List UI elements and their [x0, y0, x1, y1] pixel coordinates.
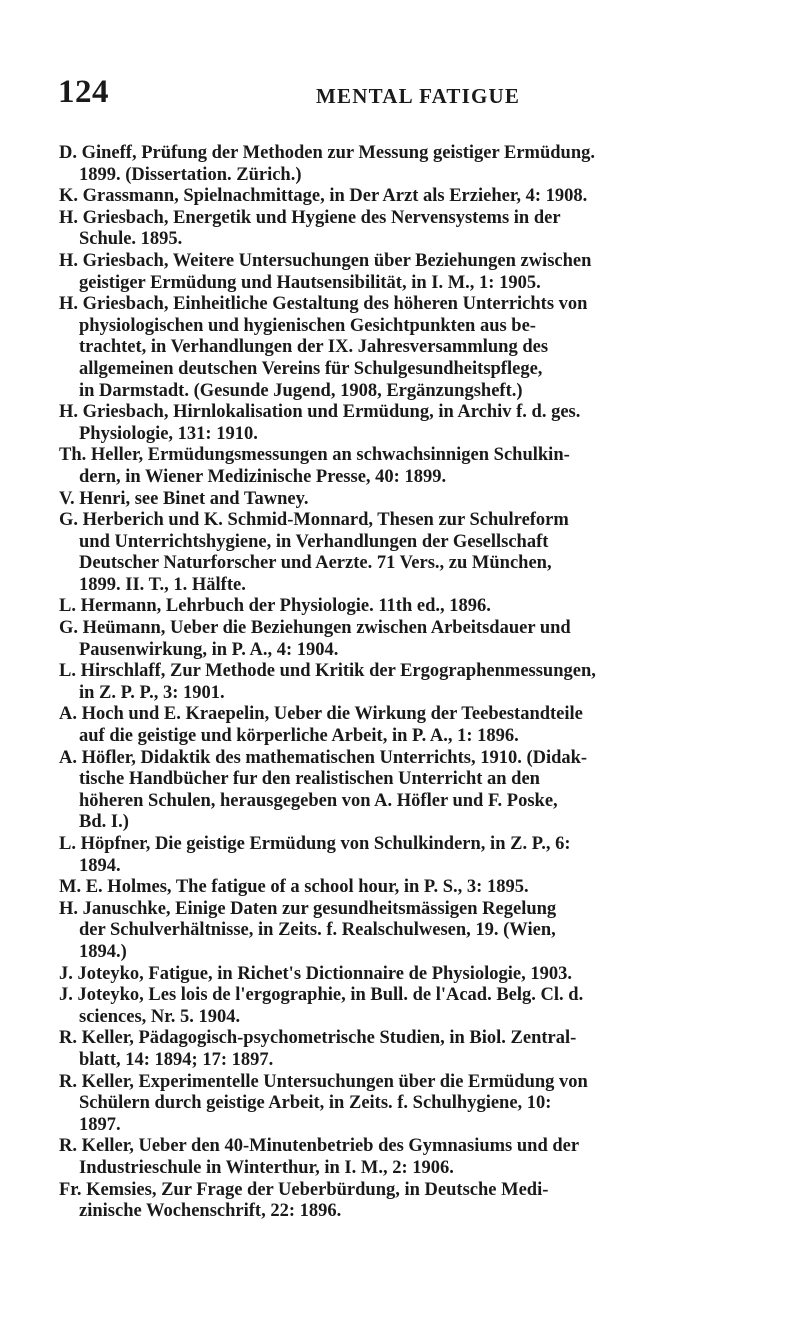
reference-continuation-line: geistiger Ermüdung und Hautsensibilität, in I. M., 1: 1905. [79, 272, 541, 293]
reference-list [59, 143, 715, 1223]
reference-continuation-line: in Z. P. P., 3: 1901. [79, 682, 225, 703]
reference-first-line: A. Hoch und E. Kraepelin, Ueber die Wirkung der Teebestandteile [59, 704, 583, 725]
reference-first-line: J. Joteyko, Les lois de l'ergographie, in Bull. de l'Acad. Belg. Cl. d. [59, 985, 584, 1006]
reference-first-line: Th. Heller, Ermüdungsmessungen an schwachsinnigen Schulkin- [59, 445, 570, 466]
reference-first-line: Fr. Kemsies, Zur Frage der Ueberbürdung, in Deutsche Medi- [59, 1179, 549, 1200]
reference-first-line: L. Höpfner, Die geistige Ermüdung von Schulkindern, in Z. P., 6: [59, 834, 571, 854]
reference-entry [59, 748, 715, 834]
reference-first-line: G. Heümann, Ueber die Beziehungen zwischen Arbeitsdauer und [59, 618, 571, 639]
reference-continuation-line: Schule. 1895. [79, 229, 183, 250]
reference-first-line: H. Griesbach, Weitere Untersuchungen über Beziehungen zwischen [59, 250, 592, 271]
reference-continuation-line: Schülern durch geistige Arbeit, in Zeits. f. Schulhygiene, 10: [79, 1093, 552, 1114]
reference-continuation-line: physiologischen und hygienischen Gesichtpunkten aus be- [79, 315, 536, 336]
reference-entry [59, 618, 715, 661]
reference-first-line: J. Joteyko, Fatigue, in Richet's Dictionnaire de Physiologie, 1903. [59, 963, 573, 984]
reference-first-line: G. Herberich und K. Schmid-Monnard, Thesen zur Schulreform [59, 510, 569, 531]
reference-entry [59, 1028, 715, 1071]
reference-first-line: H. Griesbach, Energetik und Hygiene des Nervensystems in der [59, 207, 561, 228]
reference-first-line: R. Keller, Ueber den 40-Minutenbetrieb des Gymnasiums und der [59, 1136, 580, 1157]
reference-entry [59, 834, 715, 877]
reference-continuation-line: auf die geistige und körperliche Arbeit, in P. A., 1: 1896. [79, 726, 519, 747]
reference-continuation-line: Physiologie, 131: 1910. [79, 423, 258, 444]
reference-continuation-line: in Darmstadt. (Gesunde Jugend, 1908, Ergänzungsheft.) [79, 380, 523, 401]
reference-first-line: L. Hirschlaff, Zur Methode und Kritik der Ergographenmessungen, [59, 661, 596, 682]
reference-entry [59, 1136, 715, 1179]
reference-continuation-line: 1899. (Dissertation. Zürich.) [79, 164, 302, 185]
page-header [58, 74, 698, 114]
reference-entry [59, 208, 715, 251]
reference-continuation-line: zinische Wochenschrift, 22: 1896. [79, 1201, 342, 1222]
reference-entry [59, 899, 715, 964]
reference-continuation-line: und Unterrichtshygiene, in Verhandlungen der Gesellschaft [79, 531, 549, 552]
reference-continuation-line: 1894. [79, 855, 121, 876]
reference-entry [59, 985, 715, 1028]
reference-continuation-line: blatt, 14: 1894; 17: 1897. [79, 1049, 274, 1070]
reference-continuation-line: höheren Schulen, herausgegeben von A. Höfler und F. Poske, [79, 790, 558, 811]
reference-entry [59, 186, 715, 208]
reference-first-line: R. Keller, Pädagogisch-psychometrische Studien, in Biol. Zentral- [59, 1028, 577, 1049]
reference-first-line: R. Keller, Experimentelle Untersuchungen über die Ermüdung von [59, 1071, 588, 1092]
reference-continuation-line: Bd. I.) [79, 812, 129, 833]
reference-entry [59, 294, 715, 402]
reference-entry [59, 964, 715, 986]
reference-first-line: A. Höfler, Didaktik des mathematischen Unterrichts, 1910. (Didak- [59, 747, 588, 768]
reference-continuation-line: Pausenwirkung, in P. A., 4: 1904. [79, 639, 339, 660]
reference-first-line: V. Henri, see Binet and Tawney. [59, 488, 309, 509]
running-head: MENTAL FATIGUE [316, 84, 521, 108]
reference-entry [59, 510, 715, 596]
reference-continuation-line: Deutscher Naturforscher und Aerzte. 71 Vers., zu München, [79, 553, 552, 574]
reference-entry [59, 1180, 715, 1223]
reference-first-line: H. Griesbach, Einheitliche Gestaltung des höheren Unterrichts von [59, 294, 588, 315]
reference-continuation-line: tische Handbücher fur den realistischen Unterricht an den [79, 769, 540, 790]
page-number: 124 [58, 74, 109, 110]
reference-continuation-line: 1897. [79, 1114, 121, 1135]
reference-continuation-line: Industrieschule in Winterthur, in I. M., 2: 1906. [79, 1157, 454, 1178]
reference-continuation-line: dern, in Wiener Medizinische Presse, 40: 1899. [79, 466, 447, 487]
reference-first-line: D. Gineff, Prüfung der Methoden zur Messung geistiger Ermüdung. [59, 143, 595, 163]
reference-entry [59, 251, 715, 294]
reference-continuation-line: sciences, Nr. 5. 1904. [79, 1006, 241, 1027]
reference-continuation-line: der Schulverhältnisse, in Zeits. f. Realschulwesen, 19. (Wien, [79, 920, 556, 941]
reference-entry [59, 402, 715, 445]
reference-first-line: H. Januschke, Einige Daten zur gesundheitsmässigen Regelung [59, 898, 557, 919]
reference-entry [59, 661, 715, 704]
reference-entry [59, 445, 715, 488]
reference-entry [59, 596, 715, 618]
reference-continuation-line: allgemeinen deutschen Vereins für Schulgesundheitspflege, [79, 358, 543, 379]
reference-entry [59, 143, 715, 186]
reference-first-line: K. Grassmann, Spielnachmittage, in Der Arzt als Erzieher, 4: 1908. [59, 186, 588, 207]
reference-continuation-line: 1894.) [79, 941, 127, 962]
reference-entry [59, 1072, 715, 1137]
reference-continuation-line: trachtet, in Verhandlungen der IX. Jahresversammlung des [79, 337, 549, 358]
reference-first-line: H. Griesbach, Hirnlokalisation und Ermüdung, in Archiv f. d. ges. [59, 402, 581, 423]
reference-entry [59, 704, 715, 747]
reference-entry [59, 489, 715, 511]
reference-first-line: L. Hermann, Lehrbuch der Physiologie. 11th ed., 1896. [59, 596, 491, 617]
reference-entry [59, 877, 715, 899]
reference-continuation-line: 1899. II. T., 1. Hälfte. [79, 574, 246, 595]
reference-first-line: M. E. Holmes, The fatigue of a school hour, in P. S., 3: 1895. [59, 877, 529, 898]
